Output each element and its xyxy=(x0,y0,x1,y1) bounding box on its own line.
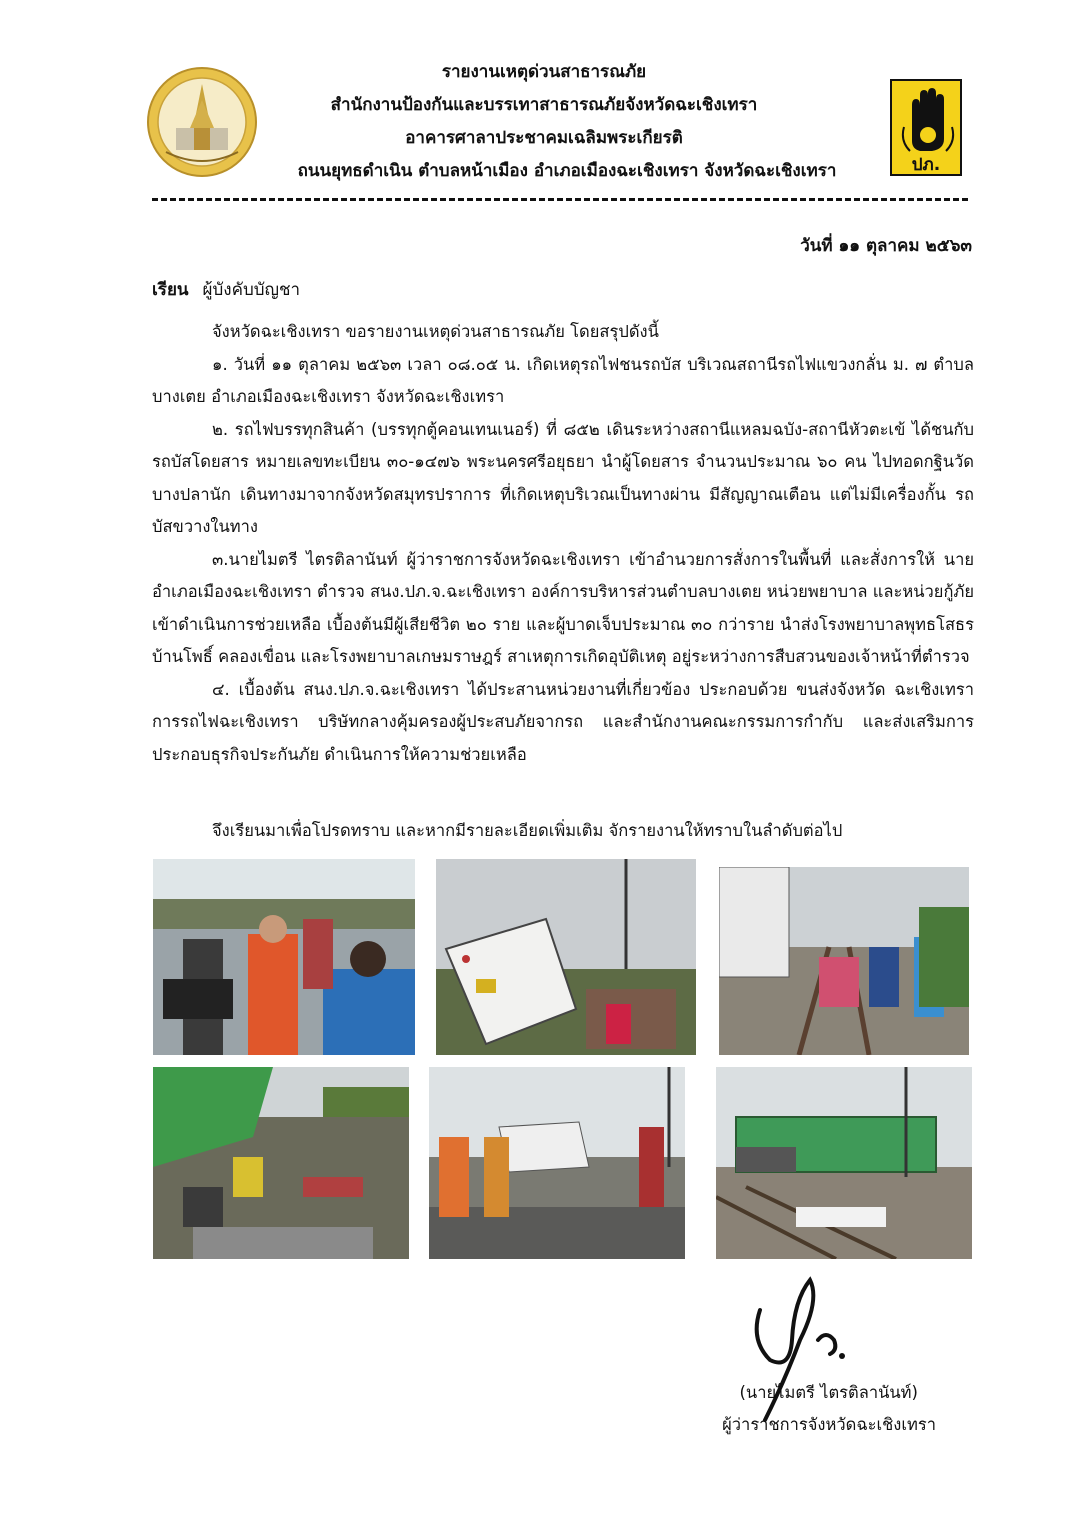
report-item-4: ๔. เบื้องต้น สนง.ปภ.จ.ฉะเชิงเทรา ได้ประสานหน่วยงานที่เกี่ยวข้อง ประกอบด้วย ขนส่งจังหวัด ฉะเชิงเทรา การรถไฟฉะเชิงเทรา บริษัทกลางคุ้มครองผู้ประสบภัยจากรถ และสำนักงานคณะกรรมการกำกับ และส่งเสริมการประกอบธุรกิจประกันภัย ดำเนินการให้ความช่วยเหลือ xyxy=(152,679,974,764)
salutation xyxy=(152,276,300,303)
header-line-4: ถนนยุทธดำเนิน ตำบลหน้าเมือง อำเภอเมืองฉะเชิงเทรา จังหวัดฉะเชิงเทรา xyxy=(297,161,837,181)
bus-on-rails-photo xyxy=(716,1067,972,1259)
salutation-label: เรียน xyxy=(152,280,189,300)
officials-interview-photo xyxy=(153,859,415,1055)
signatory-name: (นายไมตรี ไตรติลานันท์) xyxy=(739,1383,918,1402)
header-divider xyxy=(152,198,968,201)
report-body xyxy=(152,316,974,771)
handwritten-signature xyxy=(730,1270,870,1430)
signatory-title: ผู้ว่าราชการจังหวัดฉะเชิงเทรา xyxy=(722,1415,936,1434)
header-line-3: อาคารศาลาประชาคมเฉลิมพระเกียรติ xyxy=(405,128,683,148)
intro-paragraph: จังหวัดฉะเชิงเทรา ขอรายงานเหตุด่วนสาธารณภัย โดยสรุปดังนี้ xyxy=(212,322,659,341)
report-item-1: ๑. วันที่ ๑๑ ตุลาคม ๒๕๖๓ เวลา ๐๘.๐๕ น. เกิดเหตุรถไฟชนรถบัส บริเวณสถานีรถไฟแขวงกลั่น ม. ๗ ตำบลบางเตย อำเภอเมืองฉะเชิงเทรา จังหวัดฉะเชิงเทรา xyxy=(152,354,974,406)
dpm-logo-text: ปภ. xyxy=(911,155,941,175)
header-line-2: สำนักงานป้องกันและบรรเทาสาธารณภัยจังหวัดฉะเชิงเทรา xyxy=(330,95,758,115)
report-item-2: ๒. รถไฟบรรทุกสินค้า (บรรทุกตู้คอนเทนเนอร์) ที่ ๘๕๒ เดินระหว่างสถานีแหลมฉบัง-สถานีหัวตะเข้ ได้ชนกับรถบัสโดยสาร หมายเลขทะเบียน ๓๐-๑๔๗๖ พระนครศรีอยุธยา นำผู้โดยสาร จำนวนประมาณ ๖๐ คน ไปทอดกฐินวัดบางปลานัก เดินทางมาจากจังหวัดสมุทรปราการ ที่เกิดเหตุบริเวณเป็นทางผ่าน มีสัญญาณเตือน แต่ไม่มีเครื่องกั้น รถบัสขวางในทาง xyxy=(152,419,974,536)
closing-paragraph: จึงเรียนมาเพื่อโปรดทราบ และหากมีรายละเอียดเพิ่มเติม จักรายงานให้ทราบในลำดับต่อไป xyxy=(212,821,843,840)
salutation-recipient: ผู้บังคับบัญชา xyxy=(202,280,301,300)
green-bus-wreck-photo xyxy=(153,1067,409,1259)
rescuers-on-tracks-photo xyxy=(719,867,969,1055)
document-date: วันที่ ๑๑ ตุลาคม ๒๕๖๓ xyxy=(800,236,972,256)
overturned-bus-photo xyxy=(436,859,696,1055)
header-line-1: รายงานเหตุด่วนสาธารณภัย xyxy=(441,62,647,82)
report-item-3: ๓.นายไมตรี ไตรติลานันท์ ผู้ว่าราชการจังหวัดฉะเชิงเทรา เข้าอำนวยการสั่งการในพื้นที่ และสั่งการให้ นายอำเภอเมืองฉะเชิงเทรา ตำรวจ สนง.ปภ.จ.ฉะเชิงเทรา องค์การบริหารส่วนตำบลบางเตย หน่วยพยาบาล และหน่วยกู้ภัยเข้าดำเนินการช่วยเหลือ เบื้องต้นมีผู้เสียชีวิต ๒๐ ราย และผู้บาดเจ็บประมาณ ๓๐ กว่าราย นำส่งโรงพยาบาลพุทธโสธร บ้านโพธิ์ คลองเขื่อน และโรงพยาบาลเกษมราษฎร์ สาเหตุการเกิดอุบัติเหตุ อยู่ระหว่างการสืบสวนของเจ้าหน้าที่ตำรวจ xyxy=(152,549,974,666)
crossing-scene-photo xyxy=(429,1067,685,1259)
